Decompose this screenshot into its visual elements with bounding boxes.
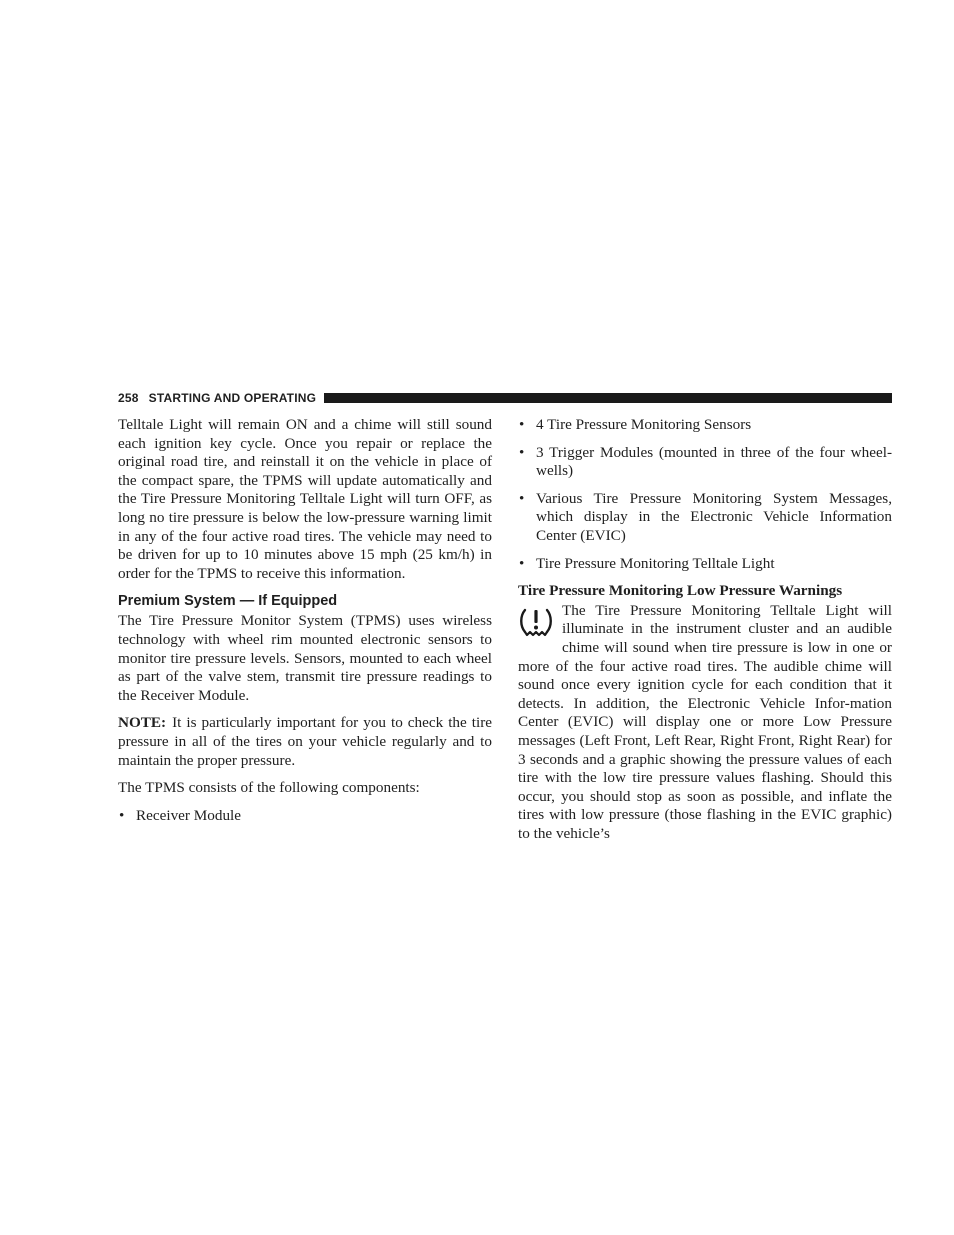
bullet-glyph: • [119, 806, 125, 824]
component-list-left [118, 807, 492, 826]
note-paragraph [118, 714, 492, 770]
tire-pressure-warning-icon [518, 605, 554, 639]
low-pressure-warnings-heading: Tire Pressure Monitoring Low Pressure Warnings [518, 582, 843, 600]
right-column [518, 416, 892, 852]
bullet-glyph: • [519, 554, 525, 572]
page-number: 258 [118, 391, 139, 405]
page-header [118, 390, 892, 406]
list-item-text: 4 Tire Pressure Monitoring Sensors [536, 416, 752, 433]
list-item [118, 807, 492, 826]
list-item [518, 444, 892, 481]
header-rule [324, 393, 892, 403]
list-item [518, 416, 892, 435]
bullet-glyph: • [519, 443, 525, 461]
note-label: NOTE: [118, 714, 167, 732]
list-item-text: 3 Trigger Modules (mounted in three of the four wheel-wells) [536, 443, 892, 480]
section-title: STARTING AND OPERATING [148, 391, 317, 405]
left-column [118, 416, 492, 834]
premium-system-heading: Premium System — If Equipped [118, 593, 338, 610]
bullet-glyph: • [519, 416, 525, 433]
list-item-text: Tire Pressure Monitoring Telltale Light [536, 554, 775, 572]
bullet-glyph: • [519, 489, 525, 507]
low-pressure-warnings-paragraph: The Tire Pressure Monitoring Telltale Light will illuminate in the instrument cluster and an audible chime will sound when tire pressure is low in one or more of the four active road tires. The audible chime will sound once every ignition cycle for each condition that it detects. In addition, the Electronic Vehicle Infor-mation Center (EVIC) will display one or more Low Pressure messages (Left Front, Left Rear, Right Front, Right Rear) for 3 seconds and a graphic showing the pressure values of each tire with the low tire pressure values flashing. Should this occur, you should stop as soon as possible, and inflate the tires with low pressure (those flashing in the EVIC graphic) to the vehicle’s [518, 601, 892, 842]
list-item [518, 490, 892, 546]
components-intro: The TPMS consists of the following components: [118, 779, 420, 797]
list-item-text: Receiver Module [136, 806, 242, 824]
premium-system-paragraph: The Tire Pressure Monitor System (TPMS) uses wireless technology with wheel rim mounted electronic sensors to monitor tire pressure levels. Sensors, mounted to each wheel as part of the valve stem, transmit tire pressure readings to the Receiver Module. [118, 612, 492, 704]
low-pressure-warnings-block [518, 602, 892, 844]
note-text: It is particularly important for you to check the tire pressure in all of the tires on your vehicle regularly and to maintain the proper pressure. [118, 714, 492, 769]
component-list-right [518, 416, 892, 573]
list-item [518, 555, 892, 574]
list-item-text: Various Tire Pressure Monitoring System Messages, which display in the Electronic Vehicle Information Center (EVIC) [536, 489, 892, 544]
intro-paragraph: Telltale Light will remain ON and a chime will still sound each ignition key cycle. Once you repair or replace the original road tire, and reinstall it on the vehicle in place of the compact spare, the TPMS will update automatically and the Tire Pressure Monitoring Telltale Light will turn OFF, as long no tire pressure is below the low-pressure warning limit in any of the four active road tires. The vehicle may need to be driven for up to 10 minutes above 15 mph (25 km/h) in order for the TPMS to receive this information. [118, 416, 492, 582]
